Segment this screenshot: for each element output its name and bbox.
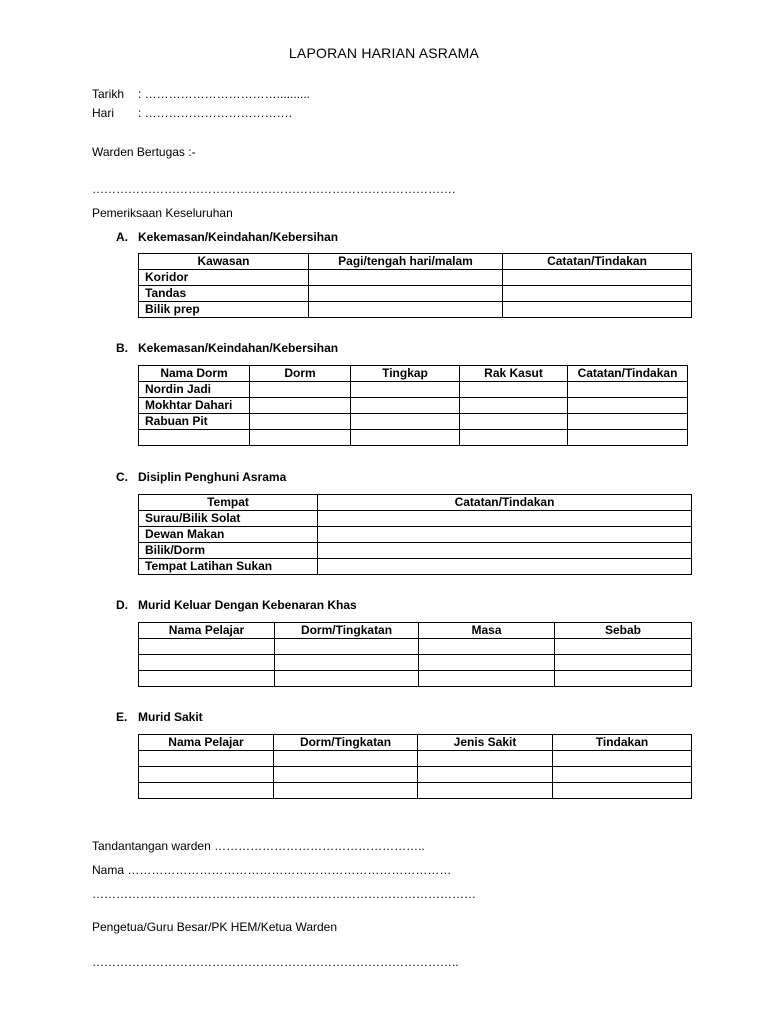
table-row [139,751,692,767]
table-row [139,430,688,446]
table-cell[interactable] [419,671,555,687]
table-row [139,511,692,527]
name-line[interactable]: Nama ……………………………………………………………………… [92,863,452,877]
row-label[interactable] [139,430,250,446]
header-cell: Dorm/Tingkatan [275,623,419,639]
section-b-heading: Kekemasan/Keindahan/Kebersihan [138,341,339,355]
table-cell[interactable] [460,398,568,414]
table-cell[interactable] [503,270,692,286]
table-cell[interactable] [553,767,692,783]
table-cell[interactable] [318,559,692,575]
table-header-row [139,254,692,270]
table-cell[interactable] [460,382,568,398]
header-cell: Rak Kasut [460,366,568,382]
overall-inspection-label: Pemeriksaan Keseluruhan [92,206,233,220]
section-a-title [116,230,338,244]
blank-line[interactable]: …………………………………………………………………………………… [92,887,476,901]
section-c-letter: C. [116,470,128,484]
row-label: Bilik/Dorm [139,543,318,559]
section-c-heading: Disiplin Penghuni Asrama [138,470,287,484]
row-label: Koridor [139,270,309,286]
table-row [139,286,692,302]
table-cell[interactable] [318,511,692,527]
day-label: Hari [92,106,115,120]
section-d-heading: Murid Keluar Dengan Kebenaran Khas [138,598,357,612]
warden-signature-line[interactable]: Tandantangan warden …………………………………………….. [92,839,425,853]
table-cell[interactable] [274,783,418,799]
table-header-row [139,366,688,382]
table-cell[interactable] [553,751,692,767]
header-cell: Dorm [250,366,351,382]
table-header-row [139,735,692,751]
table-cell[interactable] [139,751,274,767]
header-cell: Catatan/Tindakan [568,366,688,382]
header-cell: Tempat [139,495,318,511]
table-cell[interactable] [553,783,692,799]
section-a-letter: A. [116,230,128,244]
section-b-table [138,365,688,446]
section-c-title [116,470,286,484]
table-cell[interactable] [318,543,692,559]
table-cell[interactable] [250,414,351,430]
table-cell[interactable] [250,430,351,446]
table-row [139,414,688,430]
table-cell[interactable] [351,382,460,398]
day-field [92,106,292,120]
header-cell: Jenis Sakit [418,735,553,751]
table-row [139,270,692,286]
row-label: Tempat Latihan Sukan [139,559,318,575]
header-cell: Tindakan [553,735,692,751]
table-row [139,302,692,318]
table-row [139,527,692,543]
table-cell[interactable] [418,751,553,767]
section-e-letter: E. [116,710,128,724]
table-row [139,783,692,799]
table-cell[interactable] [318,527,692,543]
table-row [139,543,692,559]
table-row [139,671,692,687]
header-cell: Nama Pelajar [139,735,274,751]
table-row [139,655,692,671]
table-cell[interactable] [460,430,568,446]
table-cell[interactable] [139,655,275,671]
table-row [139,398,688,414]
section-d-title [116,598,357,612]
section-a-heading: Kekemasan/Keindahan/Kebersihan [138,230,339,244]
section-d-table [138,622,692,687]
table-cell[interactable] [250,382,351,398]
header-cell: Masa [419,623,555,639]
row-label: Bilik prep [139,302,309,318]
row-label: Dewan Makan [139,527,318,543]
date-label: Tarikh [92,87,125,101]
table-cell[interactable] [418,783,553,799]
section-c-table [138,494,692,575]
date-value[interactable]: : …………………………….......... [138,87,311,101]
table-cell[interactable] [139,783,274,799]
row-label: Rabuan Pit [139,414,250,430]
header-cell: Catatan/Tindakan [503,254,692,270]
table-cell[interactable] [568,430,688,446]
header-cell: Dorm/Tingkatan [274,735,418,751]
table-header-row [139,495,692,511]
table-cell[interactable] [139,767,274,783]
table-cell[interactable] [309,270,503,286]
header-cell: Nama Dorm [139,366,250,382]
table-cell[interactable] [555,639,692,655]
section-b-title [116,341,338,355]
table-cell[interactable] [555,655,692,671]
table-cell[interactable] [250,398,351,414]
table-cell[interactable] [275,671,419,687]
table-row [139,559,692,575]
header-cell: Catatan/Tindakan [318,495,692,511]
table-cell[interactable] [139,671,275,687]
section-e-title [116,710,203,724]
header-cell: Sebab [555,623,692,639]
table-cell[interactable] [419,639,555,655]
row-label: Surau/Bilik Solat [139,511,318,527]
table-cell[interactable] [418,767,553,783]
table-cell[interactable] [460,414,568,430]
table-cell[interactable] [275,655,419,671]
section-b-letter: B. [116,341,128,355]
table-cell[interactable] [503,286,692,302]
table-cell[interactable] [568,398,688,414]
header-cell: Pagi/tengah hari/malam [309,254,503,270]
page-title: LAPORAN HARIAN ASRAMA [288,45,480,61]
table-cell[interactable] [309,302,503,318]
table-header-row [139,623,692,639]
warden-label: Warden Bertugas :- [92,145,196,159]
day-value[interactable]: : ………………………………. [138,106,293,120]
warden-line[interactable]: ………………………………………………………………………………. [92,182,456,196]
table-cell[interactable] [139,639,275,655]
row-label: Tandas [139,286,309,302]
table-cell[interactable] [555,671,692,687]
table-cell[interactable] [274,751,418,767]
table-cell[interactable] [274,767,418,783]
section-e-heading: Murid Sakit [138,710,203,724]
table-cell[interactable] [275,639,419,655]
table-cell[interactable] [568,382,688,398]
table-cell[interactable] [351,398,460,414]
table-cell[interactable] [351,430,460,446]
header-cell: Tingkap [351,366,460,382]
section-d-letter: D. [116,598,128,612]
row-label: Mokhtar Dahari [139,398,250,414]
header-cell: Nama Pelajar [139,623,275,639]
table-cell[interactable] [309,286,503,302]
principal-signature-line[interactable]: ……………………………………………………………………………….. [92,955,459,969]
header-cell: Kawasan [139,254,309,270]
section-e-table [138,734,692,799]
table-cell[interactable] [503,302,692,318]
table-cell[interactable] [419,655,555,671]
date-field [92,87,310,101]
table-row [139,767,692,783]
table-row [139,639,692,655]
row-label: Nordin Jadi [139,382,250,398]
table-row [139,382,688,398]
section-a-table [138,253,692,318]
principal-label: Pengetua/Guru Besar/PK HEM/Ketua Warden [92,920,338,934]
table-cell[interactable] [351,414,460,430]
table-cell[interactable] [568,414,688,430]
